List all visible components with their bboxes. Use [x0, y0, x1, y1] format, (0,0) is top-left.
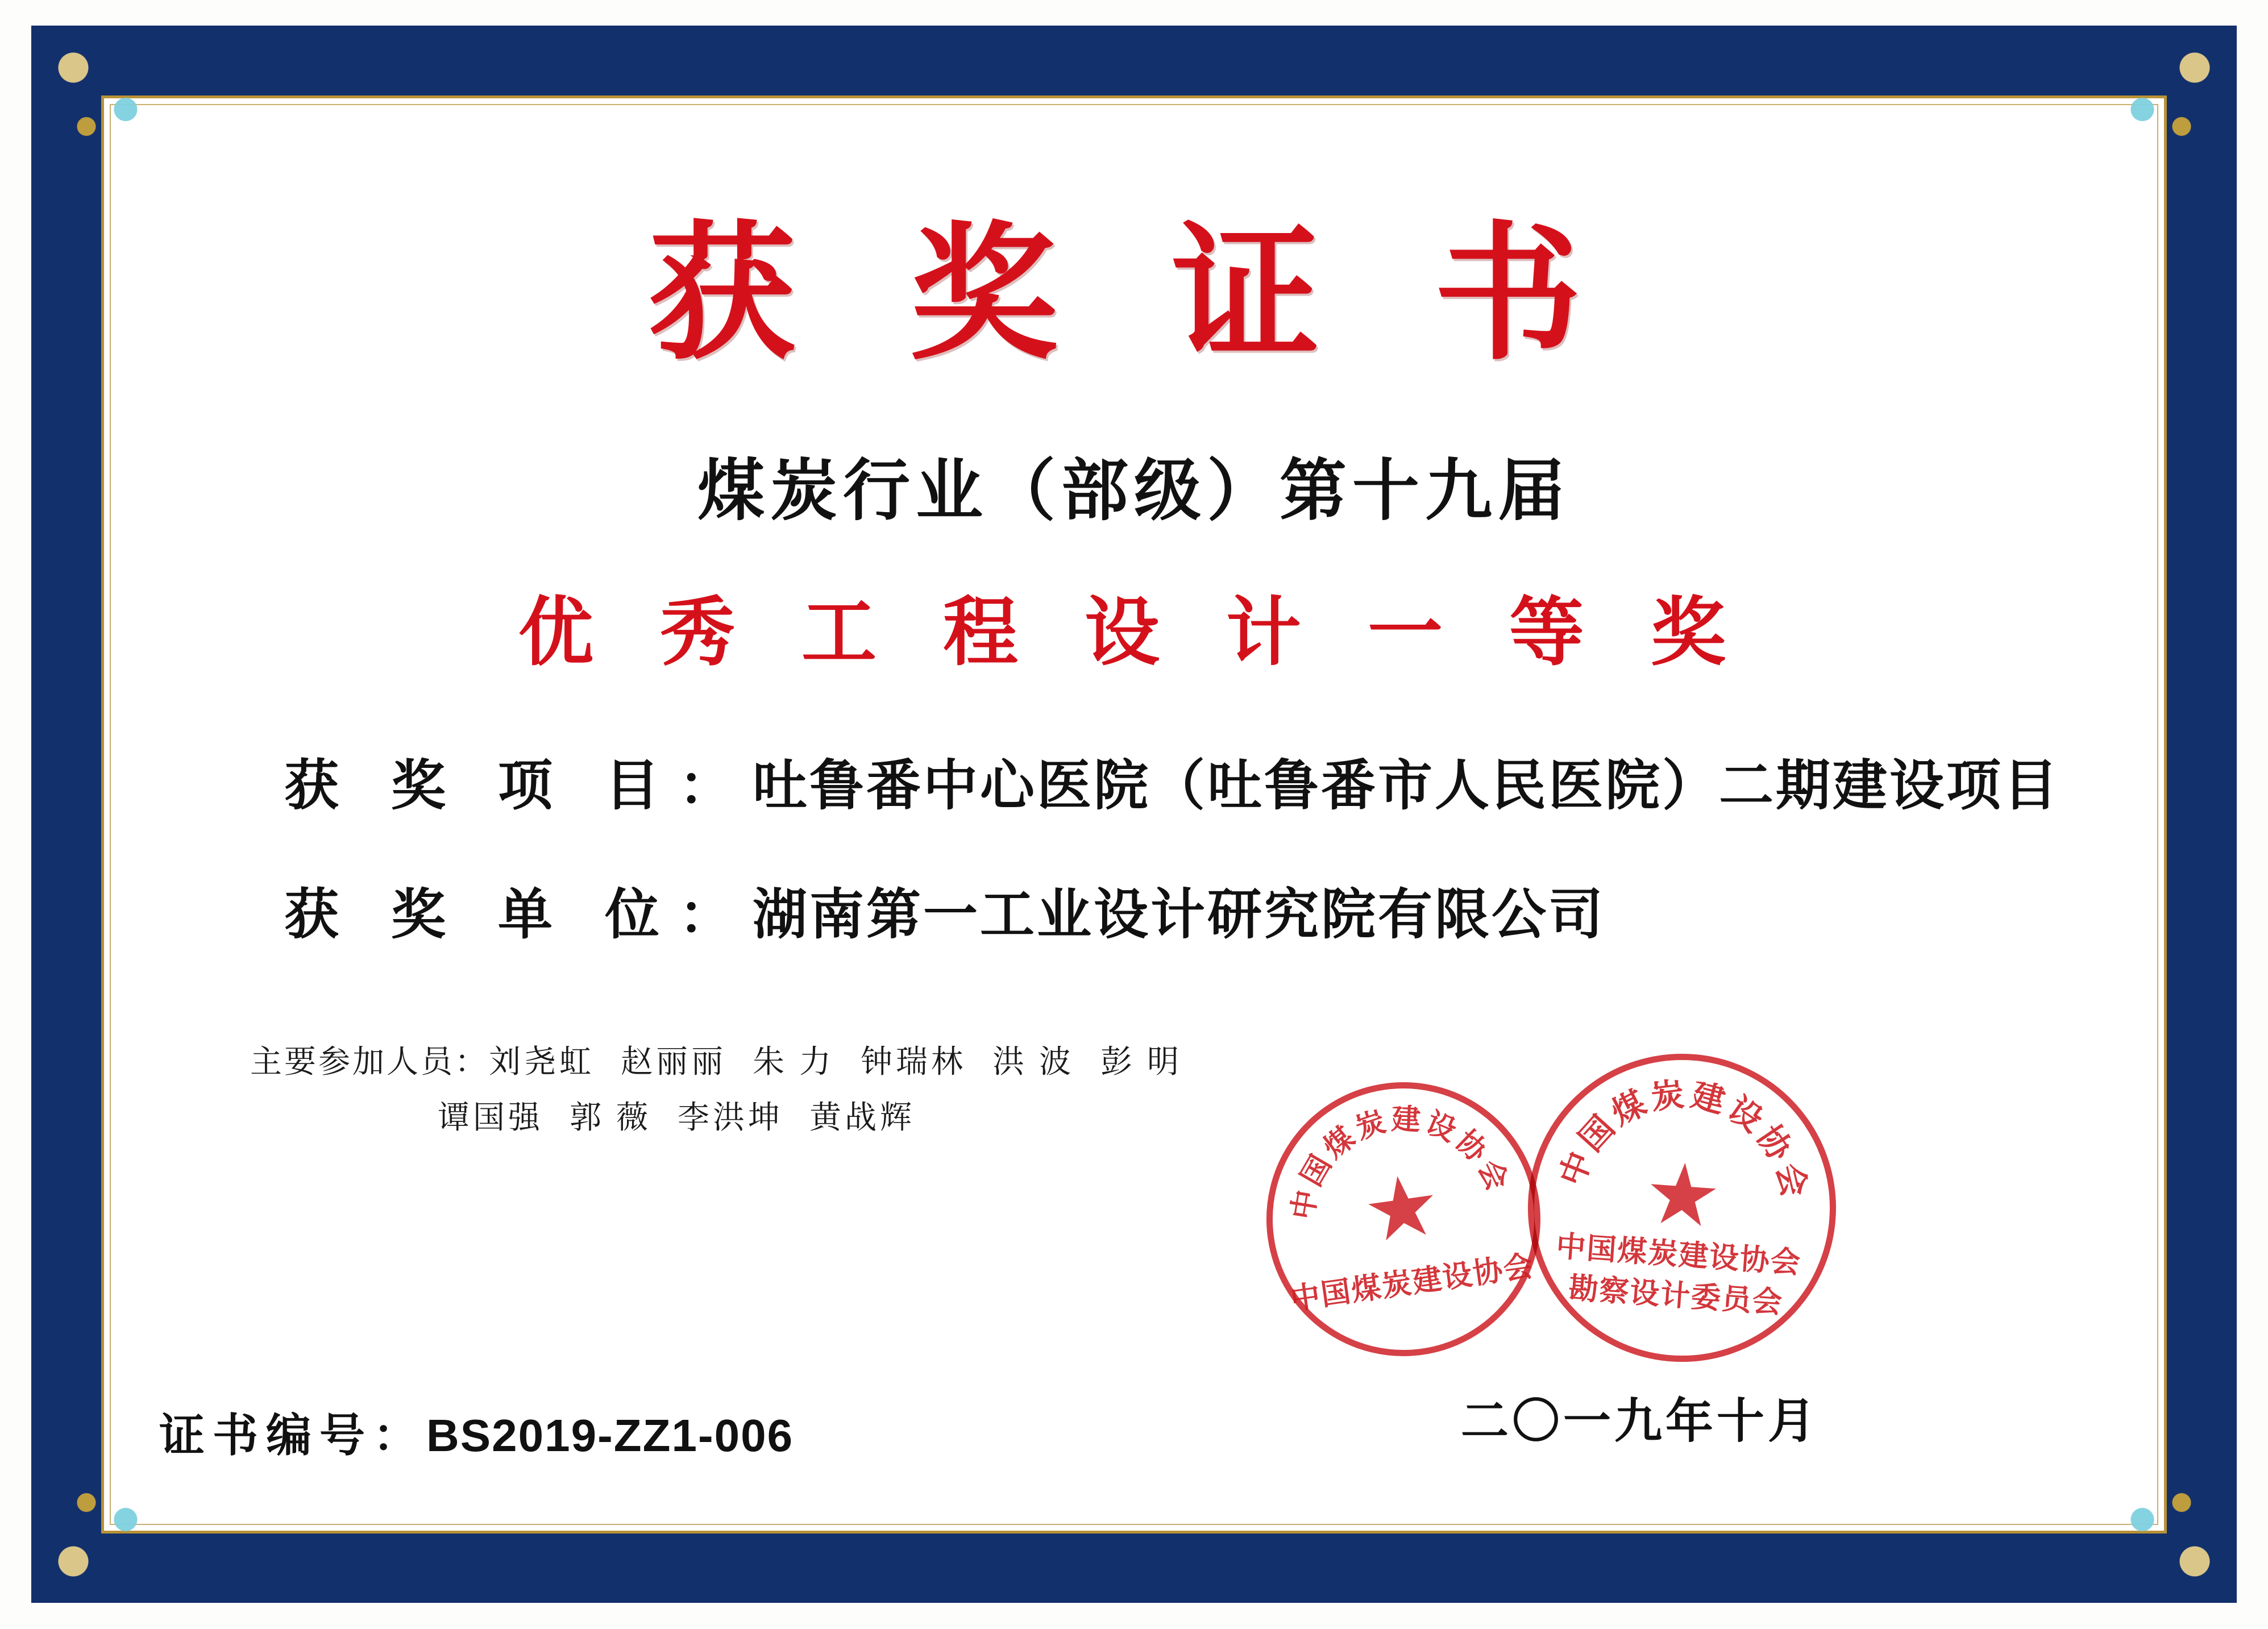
seal-center-text-2a: 中国煤炭建设协会 [1555, 1230, 1802, 1280]
participant-name: 钟瑞林 [861, 1045, 966, 1080]
seal-center-text-1: 中国煤炭建设协会 [1288, 1250, 1536, 1316]
field-project-value: 吐鲁番中心医院（吐鲁番市人民医院）二期建设项目 [753, 755, 2060, 816]
award-name: 优 秀 工 程 设 计 一 等 奖 [518, 591, 1750, 675]
participants-row-2 [250, 1090, 2154, 1146]
field-project-label: 获 奖 项 目： [284, 755, 753, 816]
participant-name: 黄战辉 [809, 1100, 915, 1136]
certificate-number [159, 1399, 794, 1464]
participant-name: 郭 薇 [570, 1100, 651, 1136]
participant-name: 谭国强 [438, 1100, 543, 1136]
star-icon: ★ [1357, 1157, 1447, 1261]
participant-name: 李洪坤 [678, 1100, 783, 1136]
participants-row-1 [250, 1034, 2154, 1090]
participant-name: 赵丽丽 [621, 1045, 726, 1080]
certificate-subtitle: 煤炭行业（部级）第十九届 [697, 454, 1571, 529]
field-organization-value: 湖南第一工业设计研究院有限公司 [753, 884, 1605, 945]
issue-date: 二〇一九年十月 [1460, 1395, 1819, 1448]
seal-arc-label-1: 中国煤炭建设协会 [1286, 1103, 1515, 1222]
participants-block [114, 1034, 2154, 1146]
certificate-title: 获 奖 证 书 [647, 214, 1621, 377]
participant-name: 彭 明 [1100, 1045, 1182, 1080]
star-icon: ★ [1641, 1146, 1725, 1246]
certificate-number-value: BS2019-ZZ1-006 [426, 1410, 794, 1461]
certificate-number-label: 证书编号： [159, 1411, 426, 1461]
seal-survey-design-committee [1518, 1044, 1846, 1372]
seal-center-text-2b: 勘察设计委员会 [1567, 1272, 1784, 1320]
field-organization-label: 获 奖 单 位： [284, 884, 753, 945]
field-project [114, 742, 2154, 820]
participant-name: 朱 力 [753, 1045, 834, 1080]
field-organization [114, 871, 2154, 949]
participant-name: 洪 波 [992, 1045, 1074, 1080]
participants-label: 主要参加人员： [250, 1045, 489, 1080]
seal-arc-label-2: 中国煤炭建设协会 [1553, 1075, 1814, 1204]
certificate-content [114, 108, 2154, 1521]
participant-name: 刘尧虹 [489, 1045, 595, 1080]
